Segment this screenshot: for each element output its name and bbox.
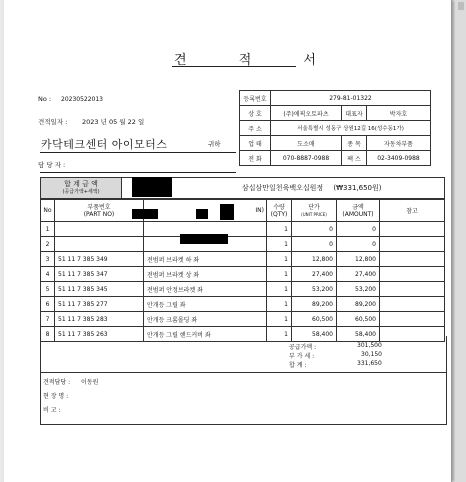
address-label: 주 소 xyxy=(240,121,271,136)
row-price: 0 xyxy=(292,237,337,252)
total-label: 합 계 금 액 xyxy=(64,180,98,188)
header-unit-price xyxy=(292,200,337,222)
table-row xyxy=(41,297,445,312)
header-part-no-ko: 부품번호 xyxy=(87,203,111,211)
row-amount: 12,800 xyxy=(337,252,380,267)
row-price: 89,200 xyxy=(292,297,337,312)
row-part-no: 51 11 7 385 347 xyxy=(55,267,144,282)
amount-number: (₩331,650원) xyxy=(333,184,382,192)
supplier-table xyxy=(239,90,431,166)
site-label: 현 장 명 : xyxy=(43,393,69,400)
name-label: 상 호 xyxy=(240,106,271,121)
document-page xyxy=(4,0,452,482)
header-qty-ko: 수량 xyxy=(273,203,285,211)
header-no: No xyxy=(41,200,55,222)
header-unit-price-en: (UNIT PRICE) xyxy=(301,211,327,217)
row-no: 8 xyxy=(41,327,55,342)
summary-table xyxy=(40,177,445,199)
header-amount-ko: 금액 xyxy=(352,203,364,211)
header-amount-en: (AMOUNT) xyxy=(342,210,374,218)
row-amount: 0 xyxy=(337,237,380,252)
row-no: 6 xyxy=(41,297,55,312)
date-value: 2023 년 05 월 22 일 xyxy=(82,118,145,126)
row-no: 7 xyxy=(41,312,55,327)
row-part-no: 51 11 7 385 263 xyxy=(55,327,144,342)
header-part-no xyxy=(55,200,144,222)
row-part-no xyxy=(55,237,144,252)
row-qty: 1 xyxy=(267,312,292,327)
row-amount: 0 xyxy=(337,222,380,237)
row-no: 5 xyxy=(41,282,55,297)
row-price: 12,800 xyxy=(292,252,337,267)
row-qty: 1 xyxy=(267,252,292,267)
footer-box xyxy=(40,372,447,425)
ceo-label: 대표자 xyxy=(342,106,367,121)
fax-label: 팩 스 xyxy=(342,151,367,166)
scrollbar-thumb[interactable] xyxy=(458,2,464,10)
row-note xyxy=(380,222,445,237)
note-label: 비 고 : xyxy=(43,407,61,414)
row-qty: 1 xyxy=(267,297,292,312)
row-part-no: 51 11 7 385 345 xyxy=(55,282,144,297)
row-no: 1 xyxy=(41,222,55,237)
customer-suffix: 귀하 xyxy=(208,140,221,148)
header-qty-en: (QTY) xyxy=(270,210,288,218)
row-price: 60,500 xyxy=(292,312,337,327)
row-price: 0 xyxy=(292,222,337,237)
item-label: 종 목 xyxy=(342,136,367,151)
vertical-scrollbar[interactable] xyxy=(456,0,466,482)
table-row xyxy=(41,222,445,237)
vat-value: 30,150 xyxy=(361,351,382,358)
header-part-no-en: (PART NO) xyxy=(83,210,115,218)
business-label: 업 태 xyxy=(240,136,271,151)
header-note: 참고 xyxy=(380,200,445,222)
row-qty: 1 xyxy=(267,237,292,252)
table-row xyxy=(41,267,445,282)
redaction-block xyxy=(132,209,158,219)
grand-total-value: 331,650 xyxy=(357,360,382,367)
row-name: 전범퍼 브라켓 상 좌 xyxy=(144,267,267,282)
phone-label: 전 화 xyxy=(240,151,271,166)
row-name: 전범퍼 안정브라켓 좌 xyxy=(144,282,267,297)
row-amount: 53,200 xyxy=(337,282,380,297)
table-row xyxy=(41,252,445,267)
amount-in-words: 삼십삼만일천육백오십원정 xyxy=(242,184,324,192)
row-amount: 58,400 xyxy=(337,327,380,342)
row-no: 3 xyxy=(41,252,55,267)
items-table xyxy=(40,199,445,342)
doc-no-value: 20230522013 xyxy=(61,96,103,103)
row-price: 27,400 xyxy=(292,267,337,282)
row-name: 안개등 그릴 핸드커버 좌 xyxy=(144,327,267,342)
supply-label: 공급가액 : xyxy=(289,344,317,351)
redaction-block xyxy=(180,234,228,244)
row-price: 58,400 xyxy=(292,327,337,342)
title-underline xyxy=(172,66,296,67)
manager-label: 견적담당 : xyxy=(43,379,71,386)
manager-value: 이동원 xyxy=(81,379,99,386)
row-part-no: 51 11 7 385 349 xyxy=(55,252,144,267)
totals-box xyxy=(40,336,447,373)
row-part-no xyxy=(55,222,144,237)
row-note xyxy=(380,312,445,327)
customer-underline xyxy=(40,152,236,153)
row-name: 안개등 그릴 좌 xyxy=(144,297,267,312)
customer-name: 카닥테크센터 아이모터스 xyxy=(41,138,168,151)
contact-label: 담 당 자 : xyxy=(38,161,66,169)
header-unit-price-ko: 단가 xyxy=(308,203,320,211)
header-qty xyxy=(267,200,292,222)
redaction-block xyxy=(220,204,234,220)
row-amount: 27,400 xyxy=(337,267,380,282)
grand-total-label: 합 계 : xyxy=(289,362,307,369)
date-label: 견적일자 : xyxy=(38,118,68,126)
header-name-suffix: IN) xyxy=(255,207,264,214)
row-name: 안개등 크롬몰딩 좌 xyxy=(144,312,267,327)
row-note xyxy=(380,252,445,267)
address-value: 서울특별시 성동구 상원12길 16(성수동1가) xyxy=(271,121,431,136)
row-no: 2 xyxy=(41,237,55,252)
row-qty: 1 xyxy=(267,267,292,282)
header-amount xyxy=(337,200,380,222)
item-value: 자동차부품 xyxy=(367,136,431,151)
items-header-row xyxy=(41,200,445,222)
redaction-block xyxy=(196,209,208,219)
row-amount: 89,200 xyxy=(337,297,380,312)
row-note xyxy=(380,282,445,297)
table-row xyxy=(41,282,445,297)
name-value: (주)애픽오토파츠 xyxy=(271,106,342,121)
row-part-no: 51 11 7 385 283 xyxy=(55,312,144,327)
total-label-cell xyxy=(41,178,122,199)
reg-no-value: 279-81-01322 xyxy=(271,91,431,106)
redaction-block xyxy=(132,177,172,197)
contact-underline xyxy=(40,172,236,173)
table-row xyxy=(41,237,445,252)
table-row xyxy=(41,312,445,327)
row-note xyxy=(380,297,445,312)
reg-no-label: 등록번호 xyxy=(240,91,271,106)
row-note xyxy=(380,267,445,282)
row-part-no: 51 11 7 385 277 xyxy=(55,297,144,312)
row-price: 53,200 xyxy=(292,282,337,297)
row-name: 전범퍼 브라켓 하 좌 xyxy=(144,252,267,267)
row-note xyxy=(380,237,445,252)
business-value: 도소매 xyxy=(271,136,342,151)
vat-label: 부 가 세 : xyxy=(289,353,315,360)
row-qty: 1 xyxy=(267,327,292,342)
row-qty: 1 xyxy=(267,282,292,297)
supply-value: 301,500 xyxy=(357,342,382,349)
phone-value: 070-8887-0988 xyxy=(271,151,342,166)
row-no: 4 xyxy=(41,267,55,282)
total-sublabel: (공급가액+세액) xyxy=(62,189,100,195)
doc-no-label: No : xyxy=(38,95,52,103)
ceo-value: 박자호 xyxy=(367,106,431,121)
fax-value: 02-3409-0988 xyxy=(367,151,431,166)
row-qty: 1 xyxy=(267,222,292,237)
document-title: 견 적 서 xyxy=(174,53,340,68)
row-amount: 60,500 xyxy=(337,312,380,327)
